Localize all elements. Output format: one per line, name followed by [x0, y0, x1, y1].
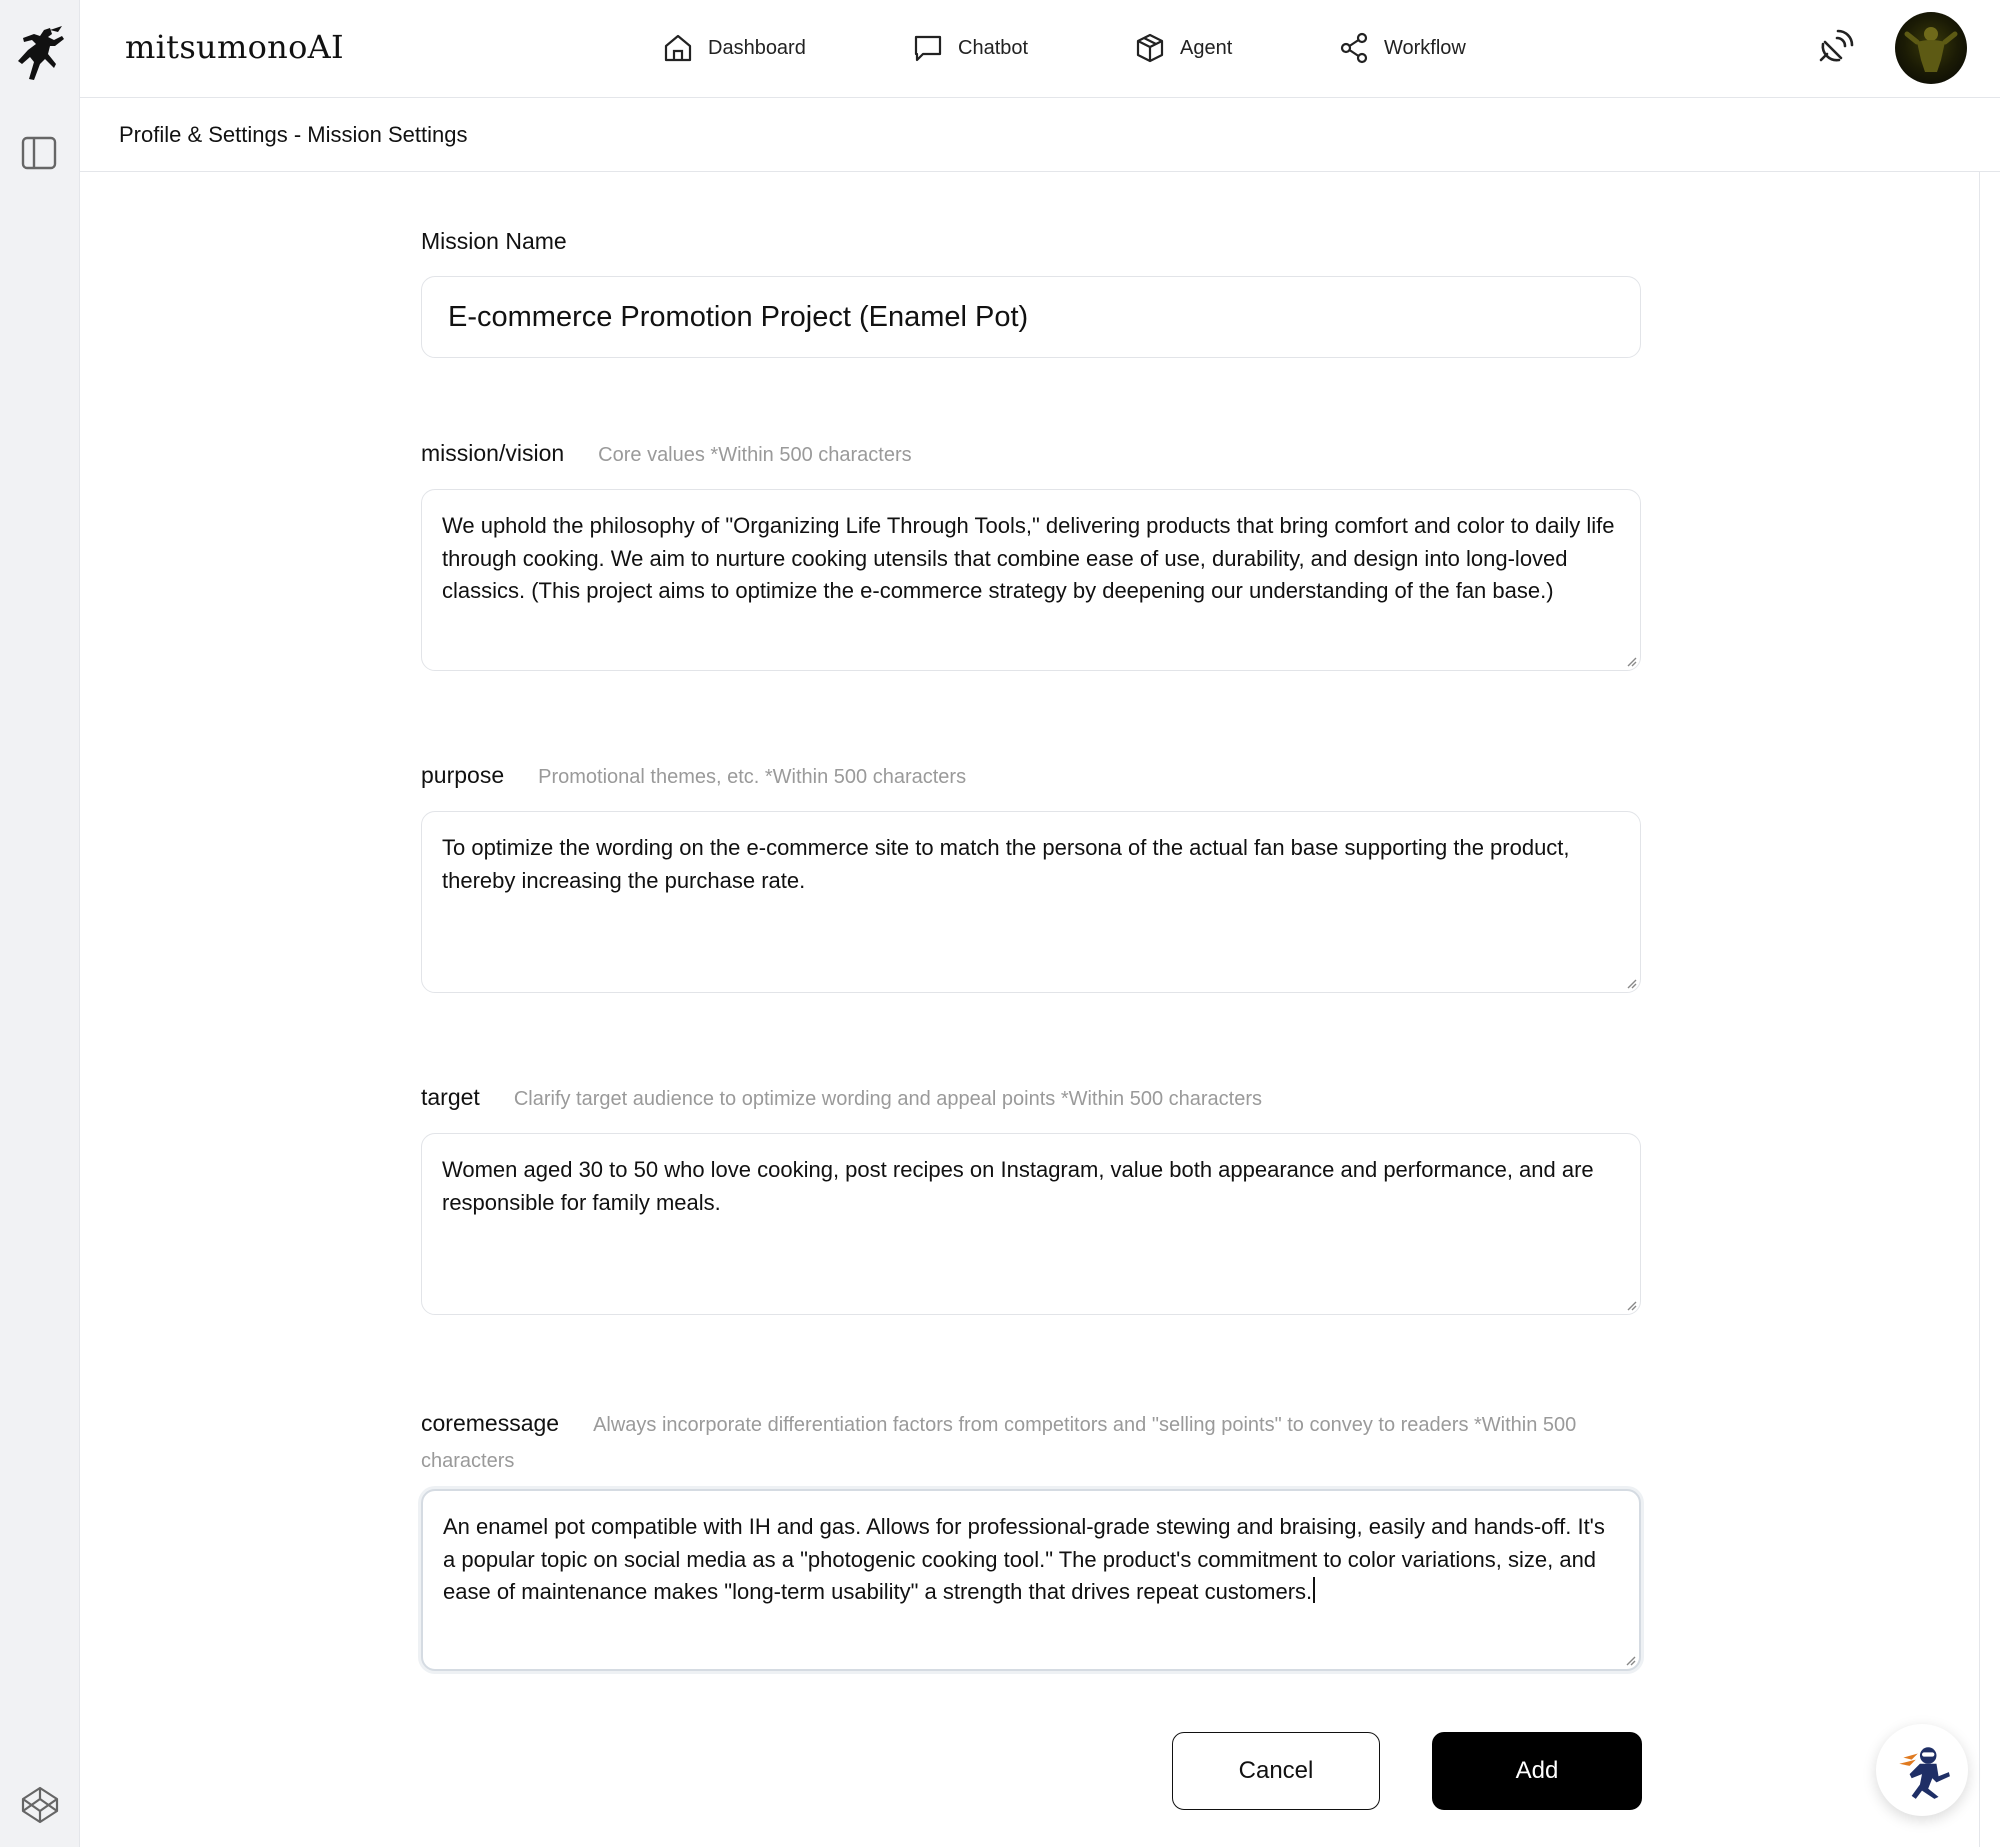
ninja-assistant-icon	[1891, 1739, 1953, 1801]
mission-vision-hint: Core values *Within 500 characters	[598, 444, 912, 466]
mission-name-label: Mission Name	[421, 228, 567, 254]
share-nodes-icon	[1338, 32, 1370, 64]
text-caret	[1313, 1577, 1315, 1603]
resize-grip-icon[interactable]	[1625, 977, 1637, 989]
chat-bubble-icon	[912, 32, 944, 64]
resize-grip-icon[interactable]	[1625, 655, 1637, 667]
breadcrumb-bar	[80, 98, 2000, 172]
satellite-dish-icon[interactable]	[1813, 26, 1857, 70]
mission-settings-form	[80, 172, 1980, 1847]
cancel-button[interactable]: Cancel	[1172, 1732, 1380, 1810]
nav-chatbot-label: Chatbot	[958, 36, 1029, 59]
mission-vision-textarea[interactable]	[421, 489, 1641, 671]
nav-agent-label: Agent	[1180, 36, 1233, 59]
purpose-hint: Promotional themes, etc. *Within 500 characters	[538, 766, 967, 788]
sidebar-toggle-icon[interactable]	[20, 134, 58, 172]
assistant-fab-button[interactable]	[1876, 1724, 1968, 1816]
left-rail	[0, 0, 80, 1847]
nav-workflow[interactable]	[1338, 28, 1466, 68]
mission-vision-label: mission/vision	[421, 440, 565, 466]
ninja-logo-icon[interactable]	[10, 24, 70, 84]
target-label-row	[421, 1084, 1262, 1111]
mission-vision-label-row	[421, 440, 912, 467]
target-hint: Clarify target audience to optimize wording and appeal points *Within 500 characters	[513, 1088, 1263, 1110]
core-message-textarea[interactable]	[421, 1489, 1641, 1671]
resize-grip-icon[interactable]	[1625, 1299, 1637, 1311]
brand-name: mitsumonoAI	[125, 28, 345, 66]
core-message-label: coremessage	[421, 1410, 560, 1436]
avatar[interactable]	[1895, 12, 1967, 84]
resize-grip-icon[interactable]	[1624, 1654, 1636, 1666]
purpose-label-row	[421, 762, 966, 789]
home-icon	[662, 32, 694, 64]
core-message-label-row	[421, 1406, 1661, 1478]
target-label: target	[421, 1084, 480, 1110]
nav-chatbot[interactable]	[912, 28, 1028, 68]
purpose-label: purpose	[421, 762, 505, 788]
add-button[interactable]: Add	[1432, 1732, 1642, 1810]
core-message-text: An enamel pot compatible with IH and gas. Allows for professional-grade stewing and braising, easily and hands-off. It's a popular topic on social media as a "photogenic cooking tool." The product's commitment to color variations, size, and ease of maintenance makes "long-term usability" a strength that drives repeat customers.	[443, 1514, 1605, 1604]
nav-agent[interactable]	[1134, 28, 1232, 68]
mission-name-input[interactable]: E-commerce Promotion Project (Enamel Pot)	[421, 276, 1641, 358]
cube-icon	[1134, 32, 1166, 64]
nav-workflow-label: Workflow	[1384, 36, 1466, 59]
top-header	[80, 0, 2000, 98]
nav-dashboard[interactable]	[662, 28, 806, 68]
mission-vision-text: We uphold the philosophy of "Organizing Life Through Tools," delivering products that bring comfort and color to daily life through cooking. We aim to nurture cooking utensils that combine ease of use, durability, and design into long-loved classics. (This project aims to optimize the e-commerce strategy by deepening our understanding of the fan base.)	[442, 513, 1615, 603]
target-textarea[interactable]	[421, 1133, 1641, 1315]
purpose-text: To optimize the wording on the e-commerce site to match the persona of the actual fan base supporting the product, thereby increasing the purchase rate.	[442, 835, 1570, 893]
avatar-figure-icon	[1895, 12, 1967, 84]
target-text: Women aged 30 to 50 who love cooking, post recipes on Instagram, value both appearance and performance, and are responsible for family meals.	[442, 1157, 1594, 1215]
codepen-icon[interactable]	[20, 1785, 60, 1825]
core-message-hint: Always incorporate differentiation factors from competitors and "selling points" to convey to readers *Within 500 characters	[421, 1414, 1577, 1472]
breadcrumb: Profile & Settings - Mission Settings	[119, 122, 468, 147]
purpose-textarea[interactable]	[421, 811, 1641, 993]
nav-dashboard-label: Dashboard	[708, 36, 806, 59]
